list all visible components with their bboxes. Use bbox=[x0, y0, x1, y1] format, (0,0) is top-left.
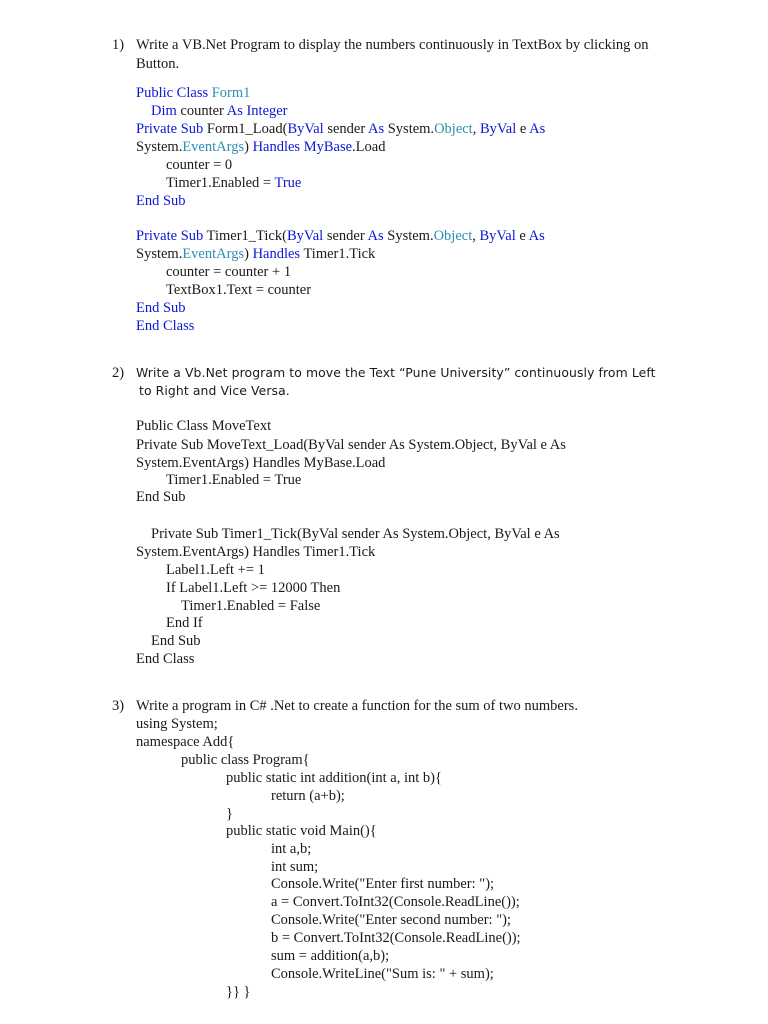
q2-code-line: End Sub bbox=[151, 633, 201, 649]
code-keyword: Public Class bbox=[136, 85, 209, 101]
q3-code-line: using System; bbox=[136, 716, 218, 732]
q1-prompt-line1: Write a VB.Net Program to display the numbers continuously in TextBox by clicking on bbox=[136, 37, 649, 53]
q2-code-line: Label1.Left += 1 bbox=[166, 562, 265, 578]
q3-code-line: namespace Add{ bbox=[136, 734, 235, 750]
q1-code-line-10 bbox=[166, 263, 291, 281]
code-keyword: ByVal bbox=[287, 121, 324, 137]
code-text: Form1_Load( bbox=[203, 121, 288, 137]
code-keyword: End Sub bbox=[136, 300, 186, 316]
code-type: Object bbox=[434, 121, 473, 137]
code-text: Timer1_Tick( bbox=[203, 228, 287, 244]
code-text: TextBox1.Text = counter bbox=[166, 282, 312, 298]
q2-prompt-line2: to Right and Vice Versa. bbox=[139, 383, 290, 398]
code-text: sender bbox=[323, 121, 368, 137]
q1-code-line-7 bbox=[136, 192, 186, 210]
q3-code-line: Console.Write("Enter first number: "); bbox=[271, 876, 495, 892]
q3-code-line: } bbox=[226, 806, 233, 822]
q3-code-line: return (a+b); bbox=[271, 788, 345, 804]
q1-code-line-5 bbox=[166, 156, 232, 174]
code-text: System. bbox=[384, 121, 435, 137]
q3-code-line: a = Convert.ToInt32(Console.ReadLine()); bbox=[271, 894, 520, 910]
q2-code-line: Timer1.Enabled = True bbox=[166, 472, 302, 488]
q1-code-line-3 bbox=[136, 120, 545, 138]
q1-number: 1) bbox=[112, 37, 125, 53]
q1-prompt-line2: Button. bbox=[136, 56, 180, 72]
q2-code-line: System.EventArgs) Handles MyBase.Load bbox=[136, 455, 386, 471]
code-keyword: As bbox=[529, 121, 546, 137]
code-keyword: As bbox=[367, 228, 384, 244]
code-text: e bbox=[516, 121, 530, 137]
q3-code-line: Console.Write("Enter second number: "); bbox=[271, 912, 511, 928]
code-text: System. bbox=[383, 228, 434, 244]
code-keyword: Private Sub bbox=[136, 228, 204, 244]
q3-code-line: public static void Main(){ bbox=[226, 823, 377, 839]
q3-code-line: int sum; bbox=[271, 859, 319, 875]
code-keyword: As Integer bbox=[226, 103, 288, 119]
code-keyword: As bbox=[367, 121, 385, 137]
code-type: Form1 bbox=[211, 85, 251, 101]
code-keyword: Private Sub bbox=[136, 121, 204, 137]
q3-code-line: sum = addition(a,b); bbox=[271, 948, 390, 964]
q3-code-line: public static int addition(int a, int b){ bbox=[226, 770, 442, 786]
code-text: counter = counter + 1 bbox=[166, 264, 292, 280]
q1-code-line-9 bbox=[136, 245, 375, 263]
q1-code-line-2 bbox=[151, 102, 288, 120]
code-text: ) bbox=[244, 246, 253, 262]
q1-code-line-1 bbox=[136, 84, 250, 102]
q1-code-line-6 bbox=[166, 174, 301, 192]
q2-code-line: End Class bbox=[136, 651, 195, 667]
code-text: ) bbox=[244, 139, 253, 155]
q2-code-line: Private Sub MoveText_Load(ByVal sender As System.Object, ByVal e As bbox=[136, 437, 566, 453]
q3-code-line: b = Convert.ToInt32(Console.ReadLine()); bbox=[271, 930, 521, 946]
code-keyword: Handles bbox=[252, 139, 301, 155]
code-keyword: ByVal bbox=[479, 228, 516, 244]
q1-code-line-4 bbox=[136, 138, 385, 156]
code-keyword: MyBase bbox=[303, 139, 353, 155]
q3-code-line: public class Program{ bbox=[181, 752, 310, 768]
q3-prompt: Write a program in C# .Net to create a function for the sum of two numbers. bbox=[136, 698, 578, 714]
code-keyword: ByVal bbox=[286, 228, 324, 244]
code-keyword: ByVal bbox=[479, 121, 517, 137]
code-keyword: Handles bbox=[252, 246, 301, 262]
code-keyword: End Class bbox=[136, 318, 195, 334]
code-text: .Load bbox=[352, 139, 386, 155]
q2-code-line: Timer1.Enabled = False bbox=[181, 598, 321, 614]
q2-prompt-line1: Write a Vb.Net program to move the Text “Pune University” continuously from Left bbox=[136, 365, 656, 380]
code-text: System. bbox=[136, 246, 183, 262]
code-text: System. bbox=[136, 139, 183, 155]
q2-code-line: End If bbox=[166, 615, 203, 631]
code-type: EventArgs bbox=[182, 246, 245, 262]
code-keyword: Dim bbox=[151, 103, 177, 119]
code-keyword: As bbox=[528, 228, 545, 244]
q3-code-line: }} } bbox=[226, 984, 251, 1000]
code-keyword: End Sub bbox=[136, 193, 186, 209]
code-type: Object bbox=[433, 228, 473, 244]
q1-code-line-8 bbox=[136, 227, 545, 245]
q3-number: 3) bbox=[112, 698, 125, 714]
q1-code-line-13 bbox=[136, 317, 194, 335]
code-text: Timer1.Tick bbox=[300, 246, 376, 262]
code-text: e bbox=[515, 228, 529, 244]
q2-code-line: End Sub bbox=[136, 489, 186, 505]
code-keyword: True bbox=[274, 175, 302, 191]
q1-code-line-11 bbox=[166, 281, 311, 299]
code-text: , bbox=[472, 121, 480, 137]
code-text: sender bbox=[323, 228, 368, 244]
code-text: Timer1.Enabled = bbox=[166, 175, 275, 191]
q2-code-line: System.EventArgs) Handles Timer1.Tick bbox=[136, 544, 376, 560]
q3-code-line: Console.WriteLine("Sum is: " + sum); bbox=[271, 966, 494, 982]
q2-number: 2) bbox=[112, 365, 125, 381]
q3-code-line: int a,b; bbox=[271, 841, 312, 857]
code-text: counter = 0 bbox=[166, 157, 233, 173]
q1-code-line-12 bbox=[136, 299, 186, 317]
code-text: , bbox=[472, 228, 480, 244]
code-text: counter bbox=[176, 103, 227, 119]
code-type: EventArgs bbox=[182, 139, 245, 155]
q2-code-line: Public Class MoveText bbox=[136, 418, 272, 434]
q2-code-line: Private Sub Timer1_Tick(ByVal sender As System.Object, ByVal e As bbox=[151, 526, 560, 542]
q2-code-line: If Label1.Left >= 12000 Then bbox=[166, 580, 341, 596]
